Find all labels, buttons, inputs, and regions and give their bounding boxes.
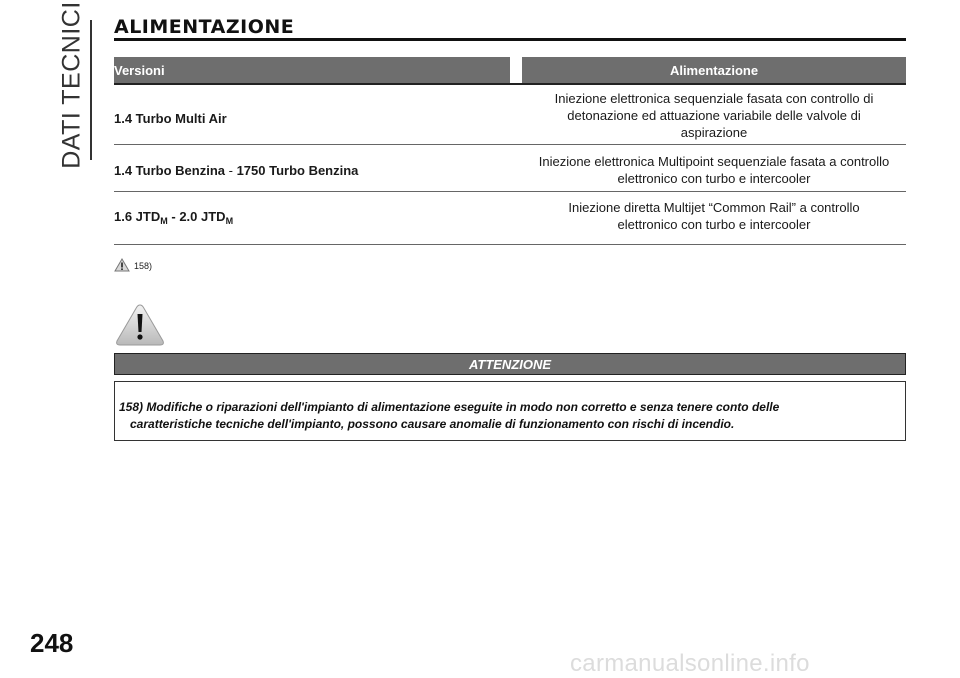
supply-line: Iniezione elettronica sequenziale fasata con controllo di [554, 91, 874, 106]
side-chapter-title-text: DATI TECNICI [57, 1, 86, 169]
version-name: 1.6 JTD [114, 209, 161, 224]
warning-text-line: caratteristiche tecniche dell'impianto, possono causare anomalie di funzionamento con rischi di incendio. [130, 417, 735, 431]
table-header-supply [522, 57, 906, 83]
warning-triangle-icon [114, 258, 130, 274]
version-name: 2.0 JTD [179, 209, 226, 224]
version-name: 1750 Turbo Benzina [236, 163, 359, 178]
version-cell [114, 163, 358, 178]
table-row [114, 145, 906, 192]
table-header-rule [114, 83, 906, 85]
table-row [114, 87, 906, 145]
version-separator: - [225, 163, 237, 178]
version-subscript: M [225, 216, 234, 226]
supply-line: detonazione ed attuazione variabile delle valvole di [567, 108, 861, 123]
side-chapter-title [52, 1, 92, 169]
supply-cell [522, 90, 906, 141]
version-cell: 1.4 Turbo Multi Air [114, 111, 227, 126]
section-divider [114, 38, 906, 41]
warning-text-line: 158) Modifiche o riparazioni dell'impianto di alimentazione eseguite in modo non corretto e senza tenere conto delle [119, 400, 780, 414]
table-row [114, 192, 906, 245]
warning-triangle-icon [114, 303, 166, 347]
warning-reference [114, 258, 152, 274]
table-header-supply-label: Alimentazione [669, 63, 759, 78]
side-divider [90, 20, 92, 160]
page-number: 248 [30, 628, 74, 658]
warning-reference-number: 158) [134, 261, 153, 271]
warning-box [114, 381, 906, 441]
section-title: ALIMENTAZIONE [114, 16, 295, 38]
supply-cell [522, 199, 906, 233]
supply-line: elettronico con turbo e intercooler [617, 217, 811, 232]
table-header-versions [114, 57, 510, 83]
supply-line: Iniezione diretta Multijet “Common Rail” a controllo [568, 200, 860, 215]
warning-title: ATTENZIONE [468, 357, 552, 372]
supply-line: aspirazione [680, 125, 748, 140]
supply-line: elettronico con turbo e intercooler [617, 171, 811, 186]
version-cell [114, 209, 233, 226]
watermark: carmanualsonline.info [570, 650, 810, 677]
table-header-versions-label: Versioni [114, 63, 165, 78]
version-subscript: M [160, 216, 168, 226]
version-name: 1.4 Turbo Benzina [114, 163, 225, 178]
warning-title-bar [114, 353, 906, 375]
supply-line: Iniezione elettronica Multipoint sequenziale fasata a controllo [538, 154, 890, 169]
supply-cell [522, 153, 906, 187]
version-separator: - [167, 209, 180, 224]
